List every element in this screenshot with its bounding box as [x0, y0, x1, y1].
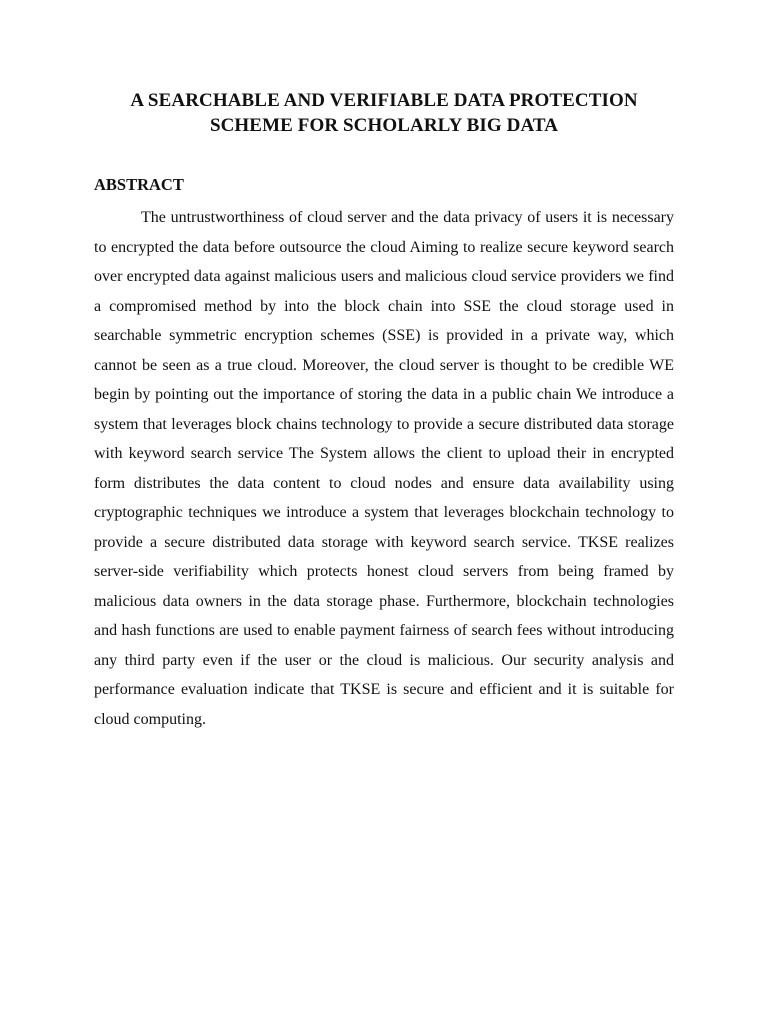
- document-title: [90, 88, 678, 138]
- abstract-heading: ABSTRACT: [94, 175, 184, 194]
- title-line-2: SCHEME FOR SCHOLARLY BIG DATA: [209, 115, 559, 136]
- abstract-paragraph: The untrustworthiness of cloud server and the data privacy of users it is necessary to encrypted the data before outsource the cloud Aiming to realize secure keyword search over encrypted data against malicious users and malicious cloud service providers we find a compromised method by into the block chain into SSE the cloud storage used in searchable symmetric encryption schemes (SSE) is provided in a private way, which cannot be seen as a true cloud. Moreover, the cloud server is thought to be credible WE begin by pointing out the importance of storing the data in a public chain We introduce a system that leverages block chains technology to provide a secure distributed data storage with keyword search service The System allows the client to upload their in encrypted form distributes the data content to cloud nodes and ensure data availability using cryptographic techniques we introduce a system that leverages blockchain technology to provide a secure distributed data storage with keyword search service. TKSE realizes server-side verifiability which protects honest cloud servers from being framed by malicious data owners in the data storage phase. Furthermore, blockchain technologies and hash functions are used to enable payment fairness of search fees without introducing any third party even if the user or the cloud is malicious. Our security analysis and performance evaluation indicate that TKSE is secure and efficient and it is suitable for cloud computing.: [94, 209, 674, 728]
- title-line-1: A SEARCHABLE AND VERIFIABLE DATA PROTECTION: [130, 90, 638, 111]
